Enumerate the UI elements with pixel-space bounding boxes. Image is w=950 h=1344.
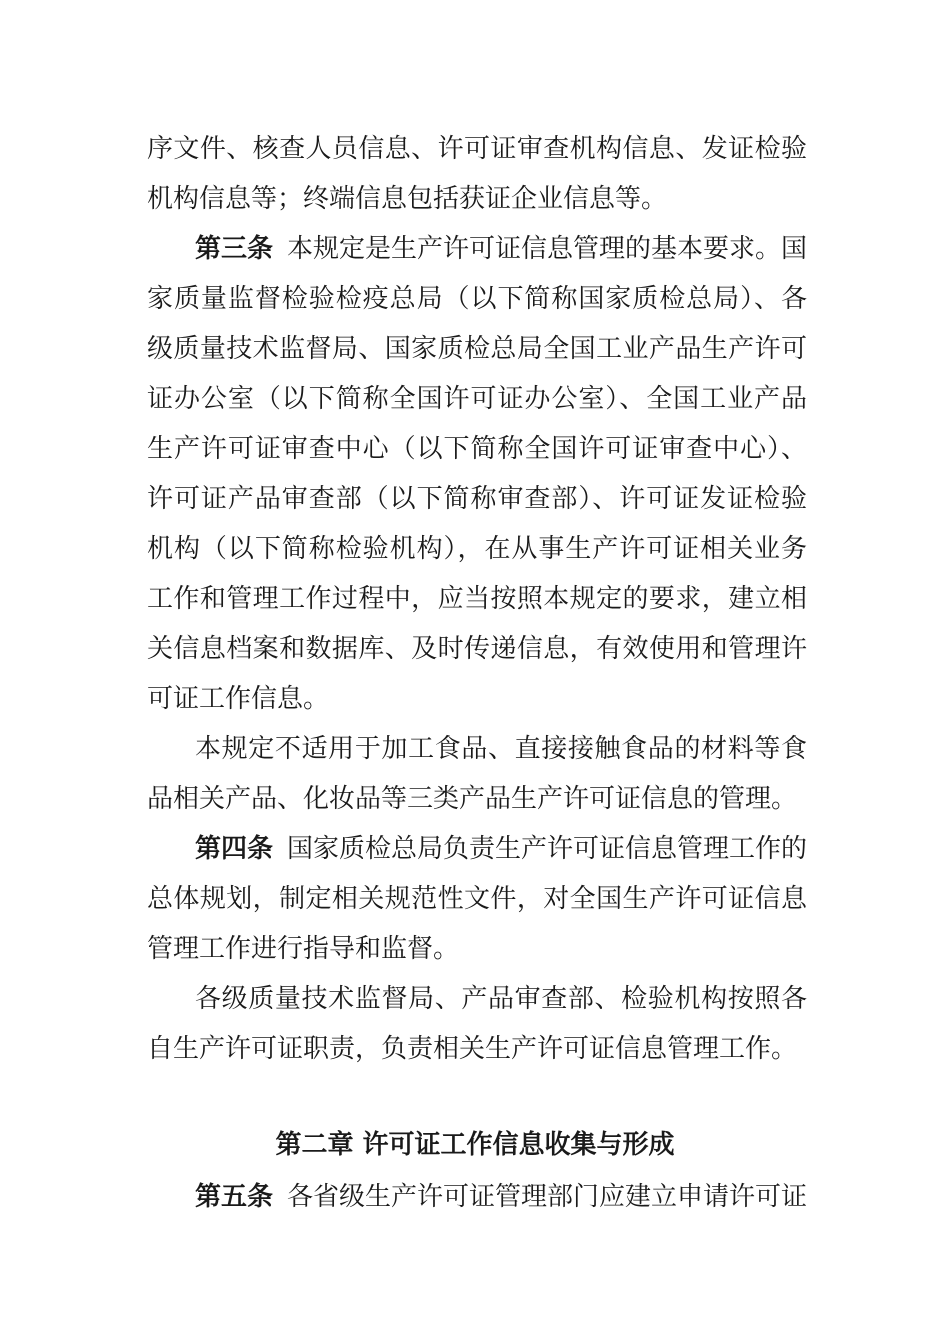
article-5-label: 第五条 [195, 1182, 274, 1212]
article-4-label: 第四条 [195, 834, 274, 864]
body-text-line: 各级质量技术监督局、产品审查部、检验机构按照各 [195, 984, 807, 1014]
article-5-text: 各省级生产许可证管理部门应建立申请许可证 [287, 1182, 807, 1212]
body-text-line: 总体规划，制定相关规范性文件，对全国生产许可证信息 [147, 884, 807, 914]
article-3-label: 第三条 [195, 234, 274, 264]
chapter-heading: 第二章 许可证工作信息收集与形成 [275, 1130, 675, 1160]
article-4-text: 国家质检总局负责生产许可证信息管理工作的 [287, 834, 807, 864]
article-4-first-line [195, 832, 807, 866]
body-text-line: 品相关产品、化妆品等三类产品生产许可证信息的管理。 [147, 784, 798, 814]
body-text-line: 本规定不适用于加工食品、直接接触食品的材料等食 [195, 734, 807, 764]
body-text-line: 可证工作信息。 [147, 684, 330, 714]
article-5-first-line [195, 1180, 807, 1214]
body-text-line: 机构信息等；终端信息包括获证企业信息等。 [147, 184, 668, 214]
body-text-line: 证办公室（以下简称全国许可证办公室）、全国工业产品 [147, 384, 807, 414]
body-text-line: 序文件、核查人员信息、许可证审查机构信息、发证检验 [147, 134, 807, 164]
body-text-line: 家质量监督检验检疫总局（以下简称国家质检总局）、各 [147, 284, 807, 314]
body-text-line: 工作和管理工作过程中，应当按照本规定的要求，建立相 [147, 584, 807, 614]
body-text-line: 生产许可证审查中心（以下简称全国许可证审查中心）、 [147, 434, 807, 464]
body-text-line: 关信息档案和数据库、及时传递信息，有效使用和管理许 [147, 634, 807, 664]
article-3-first-line [195, 232, 807, 266]
body-text-line: 管理工作进行指导和监督。 [147, 934, 460, 964]
body-text-line: 级质量技术监督局、国家质检总局全国工业产品生产许可 [147, 334, 807, 364]
article-3-text: 本规定是生产许可证信息管理的基本要求。国 [287, 234, 807, 264]
body-text-line: 自生产许可证职责，负责相关生产许可证信息管理工作。 [147, 1034, 798, 1064]
body-text-line: 许可证产品审查部（以下简称审查部）、许可证发证检验 [147, 484, 807, 514]
body-text-line: 机构（以下简称检验机构），在从事生产许可证相关业务 [147, 534, 807, 564]
